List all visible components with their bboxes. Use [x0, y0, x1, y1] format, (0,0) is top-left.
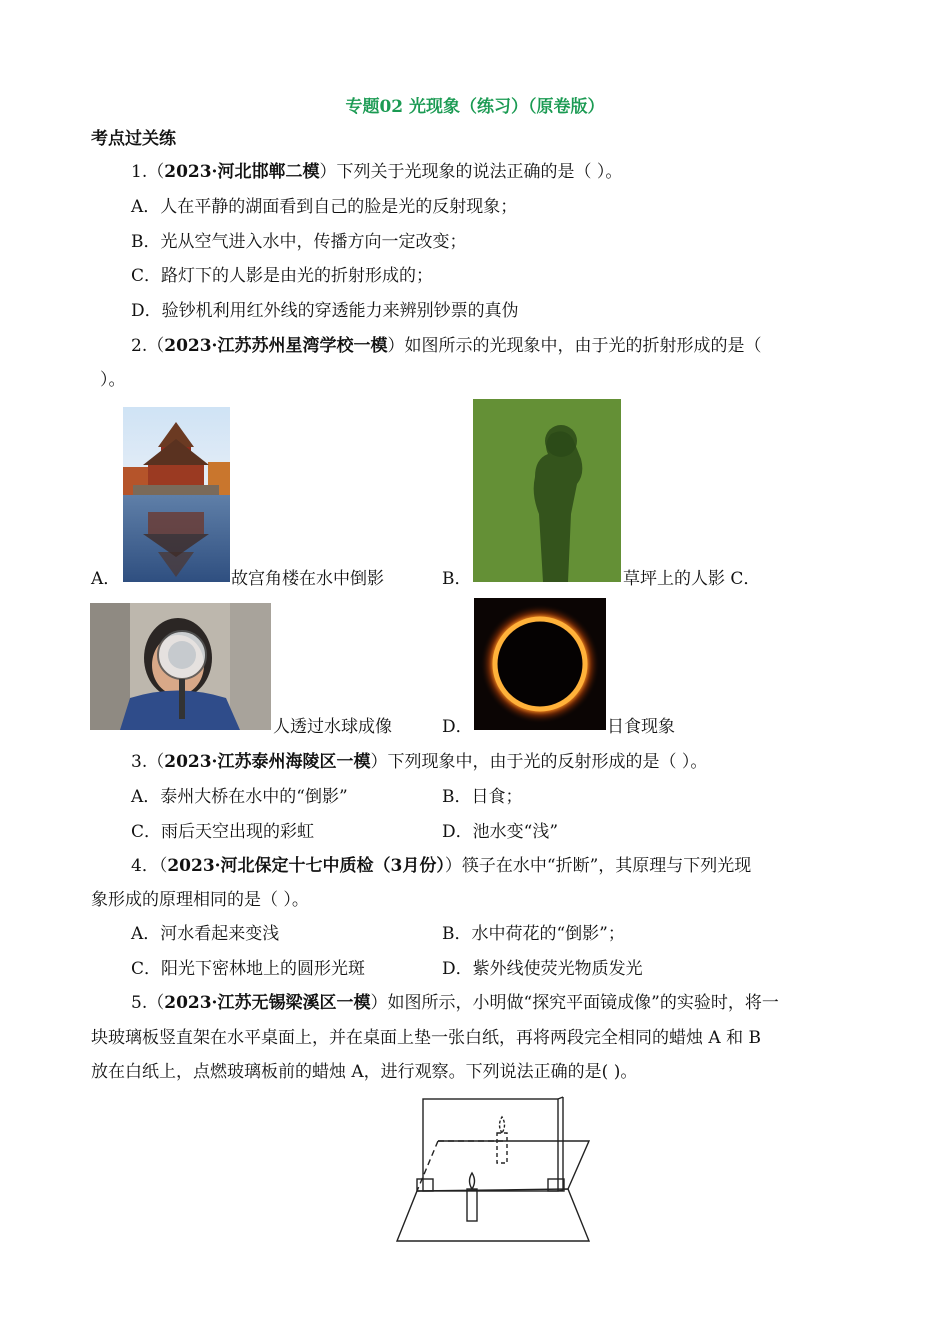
q2-source: 2023·江苏苏州星湾学校一模 — [164, 336, 388, 356]
question-1-stem — [131, 160, 622, 184]
page-title: 专题02 光现象（练习）（原卷版） — [345, 97, 605, 117]
q3-option-a: A．泰州大桥在水中的“倒影” — [131, 787, 348, 807]
q5-number: 5.（ — [131, 993, 165, 1013]
glass-plate-shape — [423, 1099, 558, 1191]
question-2-stem — [131, 334, 761, 358]
q5-stem-cont-1: 块玻璃板竖直架在水平桌面上，并在桌面上垫一张白纸，再将两段完全相同的蜡烛 A 和 B — [91, 1028, 761, 1048]
q1-option-c: C．路灯下的人影是由光的折射形成的； — [131, 266, 434, 286]
q2-option-b-caption: 草坪上的人影 C． — [623, 569, 761, 589]
q3-option-c: C．雨后天空出现的彩虹 — [131, 822, 315, 842]
q3-option-d: D．池水变“浅” — [442, 822, 559, 842]
q4-source: 2023·河北保定十七中质检（3月份） — [167, 856, 445, 876]
q1-source: 2023·河北邯郸二模 — [164, 162, 320, 182]
question-3-stem — [131, 750, 707, 774]
section-heading: 考点过关练 — [91, 129, 176, 149]
q1-option-b: B．光从空气进入水中，传播方向一定改变； — [131, 232, 467, 252]
grass-shadow-image — [473, 399, 621, 582]
q2-option-a-label: A． — [91, 569, 121, 589]
q3-source: 2023·江苏泰州海陵区一模 — [164, 752, 371, 772]
plane-mirror-diagram — [393, 1093, 593, 1245]
q3-option-b: B．日食； — [442, 787, 523, 807]
q1-option-d: D．验钞机利用红外线的穿透能力来辨别钞票的真伪 — [131, 301, 519, 321]
q4-number: 4．（ — [131, 856, 168, 876]
q4-option-c: C．阳光下密林地上的圆形光斑 — [131, 959, 366, 979]
q5-stem-cont-2: 放在白纸上，点燃玻璃板前的蜡烛 A，进行观察。下列说法正确的是( )。 — [91, 1062, 638, 1082]
q2-option-a-caption: 故宫角楼在水中倒影 — [231, 569, 384, 589]
palace-reflection-image — [123, 407, 230, 582]
q2-text: ）如图所示的光现象中，由于光的折射形成的是（ — [387, 336, 762, 356]
q1-text: ）下列关于光现象的说法正确的是（ ）。 — [319, 162, 623, 182]
q5-source: 2023·江苏无锡梁溪区一模 — [164, 993, 371, 1013]
q2-option-b-label: B． — [442, 569, 472, 589]
q1-number: 1.（ — [131, 162, 165, 182]
question-4-stem — [131, 854, 751, 878]
q4-option-b: B．水中荷花的“倒影”； — [442, 924, 625, 944]
q2-option-d-label: D． — [442, 717, 473, 737]
question-5-stem — [131, 991, 779, 1015]
q4-text: ）筷子在水中“折断”，其原理与下列光现 — [444, 856, 752, 876]
q1-option-a: A．人在平静的湖面看到自己的脸是光的反射现象； — [131, 197, 518, 217]
q2-stem-cont: ）。 — [100, 370, 126, 390]
q2-option-c-caption: 人透过水球成像 — [273, 717, 392, 737]
q3-text: ）下列现象中，由于光的反射形成的是（ ）。 — [370, 752, 708, 772]
q5-text: ）如图所示，小明做“探究平面镜成像”的实验时，将一 — [370, 993, 779, 1013]
q3-number: 3.（ — [131, 752, 165, 772]
solar-eclipse-image — [474, 598, 606, 730]
q4-option-a: A．河水看起来变浅 — [131, 924, 280, 944]
q4-stem-cont: 象形成的原理相同的是（ ）。 — [91, 890, 309, 910]
water-ball-image — [90, 603, 271, 730]
q4-option-d: D．紫外线使荧光物质发光 — [442, 959, 643, 979]
q2-option-d-caption: 日食现象 — [607, 717, 675, 737]
q2-number: 2.（ — [131, 336, 165, 356]
